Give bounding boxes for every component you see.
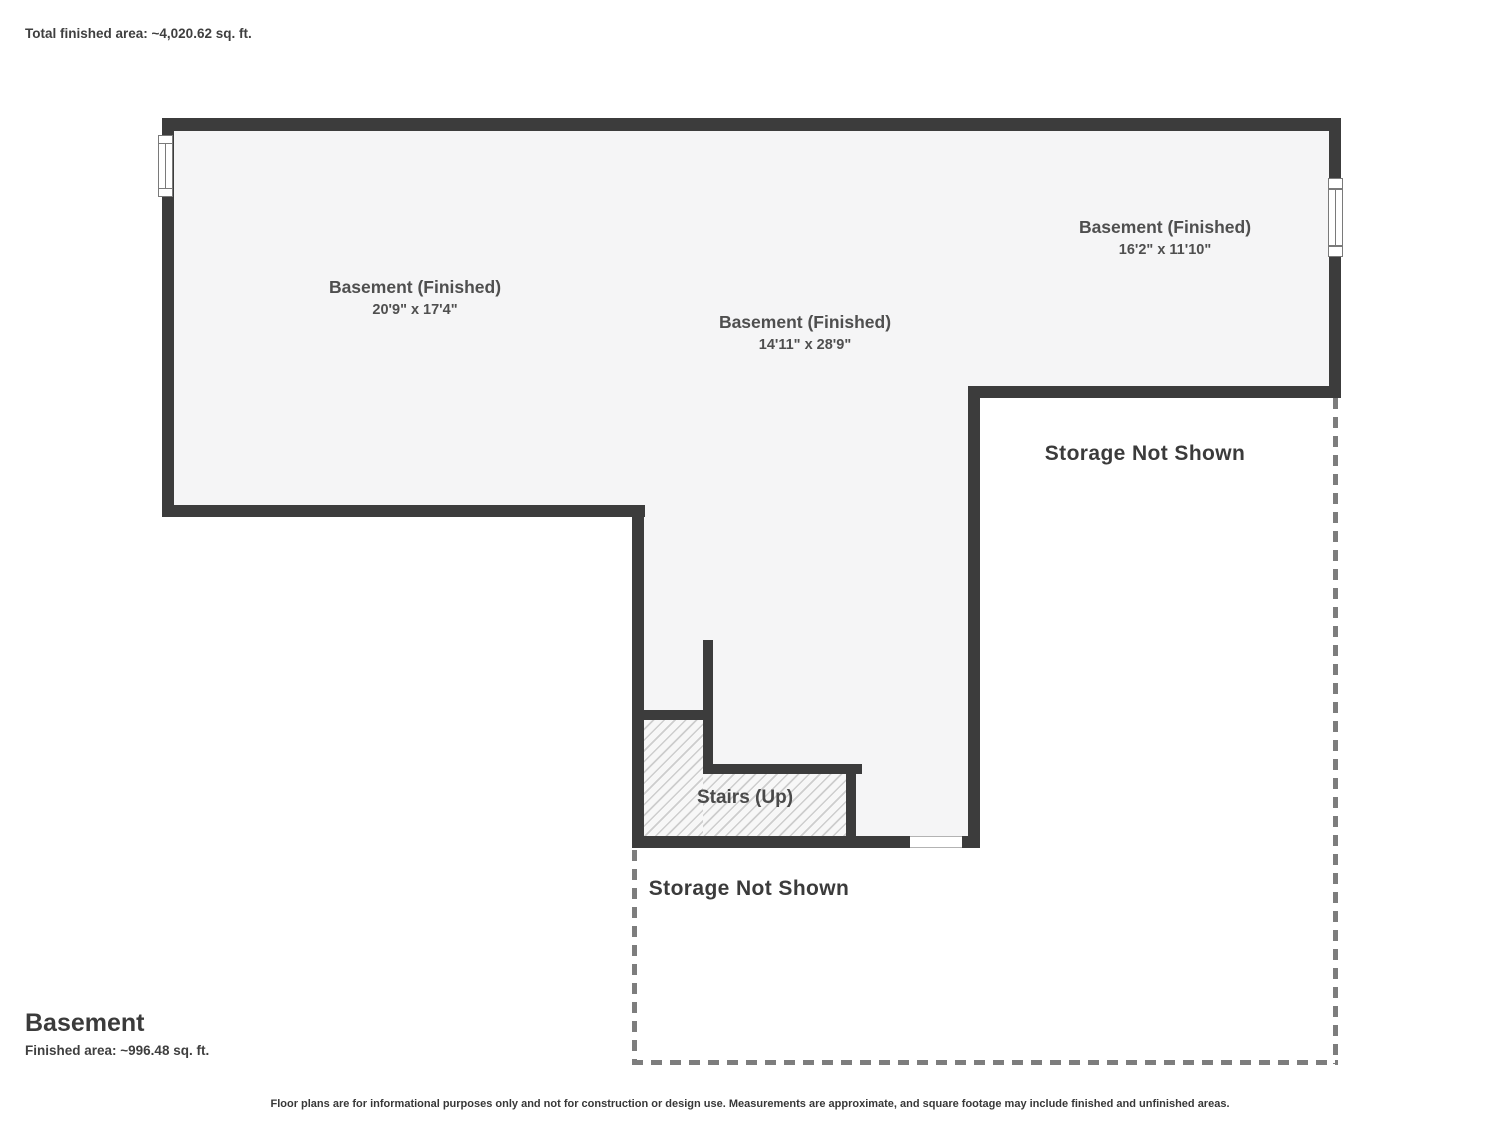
wall-stair-stub <box>703 640 713 774</box>
room-name: Basement (Finished) <box>718 312 892 332</box>
wall-right <box>1329 118 1341 398</box>
wall-corridor-right <box>968 386 980 848</box>
wall-stair-top <box>644 710 703 720</box>
stairs-hatch-upper <box>644 720 703 836</box>
room-name: Basement (Finished) <box>1078 217 1252 237</box>
floor-finished-area-text: Finished area: ~996.48 sq. ft. <box>25 1043 210 1058</box>
floor-title: Basement <box>25 1009 145 1037</box>
room-label-basement-right <box>1079 217 1251 258</box>
wall-corridor-left <box>632 505 644 848</box>
room-name: Basement (Finished) <box>328 277 502 297</box>
wall-corridor-bottom <box>632 836 910 848</box>
total-finished-area-text: Total finished area: ~4,020.62 sq. ft. <box>25 26 252 41</box>
wall-top <box>162 118 1341 131</box>
wall-right-room-bottom <box>968 386 1341 398</box>
disclaimer-text: Floor plans are for informational purposes only and not for construction or design use. Measurements are approximate, and square footage may include finished and unfinished areas. <box>270 1098 1230 1110</box>
wall-corridor-bottom-right-segment <box>962 836 980 848</box>
window-icon-right <box>1328 178 1343 257</box>
wall-stair-right <box>846 764 856 836</box>
stairs-up-label: Stairs (Up) <box>696 787 794 808</box>
storage-boundary-left <box>632 850 637 1060</box>
wall-left-room-bottom <box>162 505 645 517</box>
wall-stair-mid <box>713 764 862 774</box>
storage-boundary-bottom <box>632 1060 1338 1065</box>
storage-boundary-right <box>1333 398 1338 1064</box>
window-glass-line <box>165 143 166 189</box>
room-label-basement-left <box>329 277 501 318</box>
storage-not-shown-label-right: Storage Not Shown <box>1044 442 1246 465</box>
window-glass-line <box>1335 188 1336 247</box>
floor-area-middle <box>174 386 968 505</box>
door-opening <box>910 836 962 848</box>
window-icon-left <box>158 135 173 197</box>
room-dimensions: 16'2" x 11'10" <box>1118 242 1212 258</box>
room-label-basement-middle <box>719 312 891 353</box>
storage-not-shown-label-bottom: Storage Not Shown <box>648 877 850 900</box>
room-dimensions: 14'11" x 28'9" <box>758 337 852 353</box>
room-dimensions: 20'9" x 17'4" <box>372 302 458 318</box>
